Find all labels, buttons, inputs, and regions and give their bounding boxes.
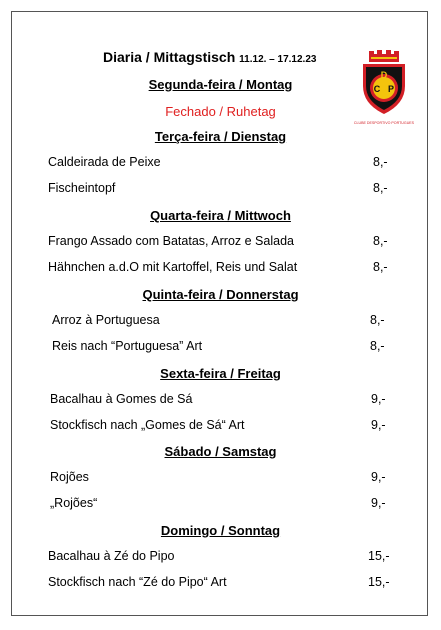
dish-price: 9,- xyxy=(371,392,386,406)
dish-name: Frango Assado com Batatas, Arroz e Salada xyxy=(48,234,294,248)
dish-name: Stockfisch nach “Zé do Pipo“ Art xyxy=(48,575,227,589)
dish-price: 15,- xyxy=(368,575,390,589)
day-heading: Terça-feira / Dienstag xyxy=(154,129,287,144)
logo-text: CLUBE DESPORTIVO PORTUGUES xyxy=(353,121,415,125)
dish-price: 8,- xyxy=(370,313,385,327)
dish-price: 9,- xyxy=(371,470,386,484)
dish-price: 8,- xyxy=(373,260,388,274)
day-heading: Quinta-feira / Donnerstag xyxy=(142,287,299,302)
page-title xyxy=(103,49,316,65)
dish-name: Reis nach “Portuguesa” Art xyxy=(52,339,203,353)
dish-price: 9,- xyxy=(371,418,386,432)
logo-letter-p: P xyxy=(387,84,395,94)
dish-name: Bacalhau à Gomes de Sá xyxy=(50,392,193,406)
closed-note: Fechado / Ruhetag xyxy=(165,104,276,119)
dish-name: Bacalhau à Zé do Pipo xyxy=(48,549,175,563)
day-heading: Sábado / Samstag xyxy=(164,444,277,459)
dish-name: Stockfisch nach „Gomes de Sá“ Art xyxy=(50,418,245,432)
dish-name: Arroz à Portuguesa xyxy=(52,313,160,327)
dish-name: „Rojões“ xyxy=(50,496,98,510)
dish-name: Hähnchen a.d.O mit Kartoffel, Reis und Salat xyxy=(48,260,298,274)
day-heading: Segunda-feira / Montag xyxy=(148,77,293,92)
day-heading: Domingo / Sonntag xyxy=(160,523,281,538)
dish-price: 8,- xyxy=(373,155,388,169)
dish-price: 8,- xyxy=(373,234,388,248)
logo-letter-c: C xyxy=(373,84,381,94)
dish-price: 15,- xyxy=(368,549,390,563)
title-text: Diaria / Mittagstisch xyxy=(103,49,236,65)
crown-icon xyxy=(369,50,399,62)
day-heading: Quarta-feira / Mittwoch xyxy=(150,208,291,223)
dish-name: Rojões xyxy=(50,470,89,484)
dish-price: 9,- xyxy=(371,496,386,510)
date-range: 11.12. – 17.12.23 xyxy=(239,54,317,65)
day-heading: Sexta-feira / Freitag xyxy=(160,366,281,381)
dish-price: 8,- xyxy=(370,339,385,353)
dish-name: Fischeintopf xyxy=(48,181,116,195)
dish-name: Caldeirada de Peixe xyxy=(48,155,161,169)
logo-letter-d: D xyxy=(380,70,388,80)
dish-price: 8,- xyxy=(373,181,388,195)
